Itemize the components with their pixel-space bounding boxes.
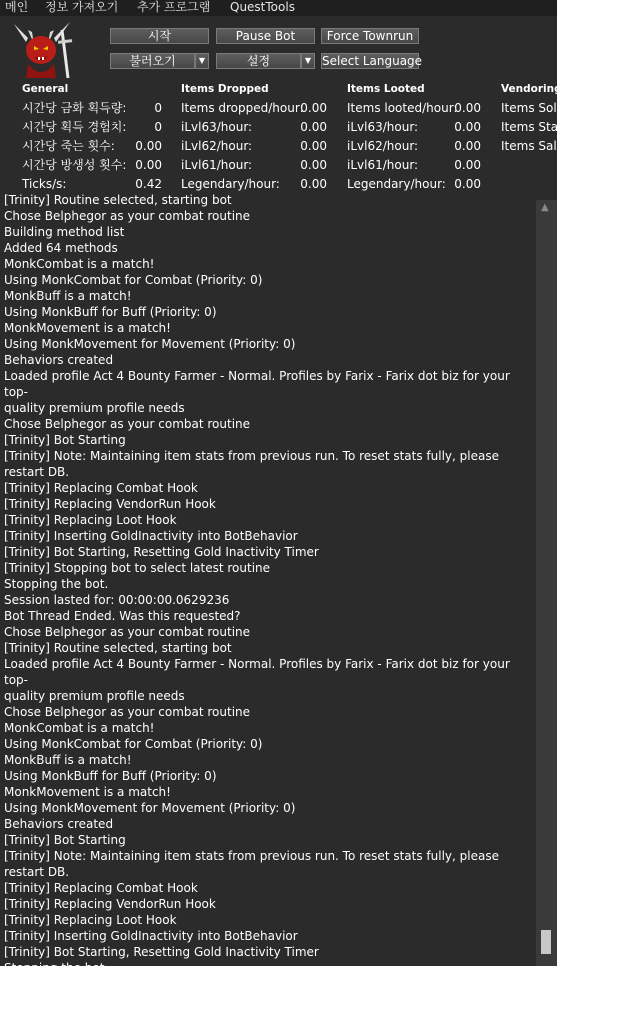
stat-label: Items looted/hour: bbox=[347, 101, 458, 115]
log-line: Stopping the bot. bbox=[4, 577, 109, 591]
menu-bar bbox=[0, 0, 557, 16]
log-line: [Trinity] Routine selected, starting bot bbox=[4, 193, 232, 207]
stat-value: 0.00 bbox=[300, 120, 327, 134]
stat-label: iLvl63/hour: bbox=[347, 120, 419, 134]
stat-value: 0 bbox=[154, 101, 162, 115]
stat-label: Legendary/hour: bbox=[181, 177, 280, 191]
log-line: [Trinity] Replacing Combat Hook bbox=[4, 881, 198, 895]
log-line: Added 64 methods bbox=[4, 241, 118, 255]
log-line: [Trinity] Bot Starting bbox=[4, 833, 126, 847]
log-line: quality premium profile needs bbox=[4, 689, 185, 703]
log-line: [Trinity] Replacing VendorRun Hook bbox=[4, 497, 216, 511]
log-line: Loaded profile Act 4 Bounty Farmer - Normal. Profiles by Farix - Farix dot biz for your top- bbox=[4, 657, 510, 687]
stat-label: 시간당 획득 경험치: bbox=[22, 120, 127, 134]
stat-label: 시간당 방생성 횟수: bbox=[22, 158, 127, 172]
log-line: Bot Thread Ended. Was this requested? bbox=[4, 609, 241, 623]
settings-button[interactable]: 설정 bbox=[216, 53, 301, 69]
log-lines bbox=[4, 192, 536, 1024]
log-line: Behaviors created bbox=[4, 817, 114, 831]
log-line: MonkMovement is a match! bbox=[4, 785, 171, 799]
log-line: [Trinity] Replacing VendorRun Hook bbox=[4, 897, 216, 911]
stat-value: 0.00 bbox=[300, 177, 327, 191]
log-line: Chose Belphegor as your combat routine bbox=[4, 625, 251, 639]
stat-value: 0.00 bbox=[300, 158, 327, 172]
log-line: [Trinity] Replacing Loot Hook bbox=[4, 913, 177, 927]
log-line: [Trinity] Bot Starting, Resetting Gold Inactivity Timer bbox=[4, 945, 319, 959]
stat-label: iLvl62/hour: bbox=[347, 139, 419, 153]
log-line: MonkCombat is a match! bbox=[4, 721, 155, 735]
log-line: [Trinity] Bot Starting, Resetting Gold Inactivity Timer bbox=[4, 545, 319, 559]
stat-label: Items Solc bbox=[501, 101, 564, 115]
scroll-thumb[interactable] bbox=[541, 930, 551, 954]
log-line: Using MonkBuff for Buff (Priority: 0) bbox=[4, 305, 217, 319]
menu-questtools[interactable]: QuestTools bbox=[230, 0, 295, 14]
log-line: Loaded profile Act 4 Bounty Farmer - Normal. Profiles by Farix - Farix dot biz for your top- bbox=[4, 369, 510, 399]
stat-value: 0.00 bbox=[135, 158, 162, 172]
demon-warrior-logo bbox=[6, 20, 76, 80]
log-line: Bot Thread Ended. Was this requested? bbox=[4, 993, 241, 1007]
start-button[interactable]: 시작 bbox=[110, 28, 209, 44]
pause-bot-button[interactable]: Pause Bot bbox=[216, 28, 315, 44]
stat-label: 시간당 죽는 횟수: bbox=[22, 139, 115, 153]
log-line: [Trinity] Replacing Loot Hook bbox=[4, 513, 177, 527]
general-header: General bbox=[22, 83, 69, 95]
scroll-up-arrow-icon[interactable]: ▲ bbox=[541, 202, 549, 213]
menu-plugins[interactable]: 추가 프로그램 bbox=[137, 0, 211, 14]
stat-label: 시간당 금화 획득량: bbox=[22, 101, 127, 115]
log-output[interactable] bbox=[0, 193, 536, 1023]
stat-value: 0 bbox=[154, 120, 162, 134]
log-line: Session lasted for: 00:00:00.0139116 bbox=[4, 977, 230, 991]
force-townrun-button[interactable]: Force Townrun bbox=[321, 28, 419, 44]
log-line: Stopping the bot. bbox=[4, 961, 109, 975]
log-line: Chose Belphegor as your combat routine bbox=[4, 1009, 251, 1023]
log-line: MonkBuff is a match! bbox=[4, 753, 132, 767]
stat-label: Items Salv bbox=[501, 139, 564, 153]
chevron-down-icon[interactable]: ▼ bbox=[301, 53, 315, 69]
log-line: [Trinity] Inserting GoldInactivity into BotBehavior bbox=[4, 529, 298, 543]
items-looted-header: Items Looted bbox=[347, 83, 425, 95]
stat-label: iLvl61/hour: bbox=[347, 158, 419, 172]
stat-value: 0.42 bbox=[135, 177, 162, 191]
log-line: Chose Belphegor as your combat routine bbox=[4, 209, 251, 223]
log-line: MonkCombat is a match! bbox=[4, 257, 155, 271]
select-language-button[interactable]: Select Language bbox=[322, 54, 423, 68]
stat-value: 0.00 bbox=[300, 139, 327, 153]
stat-label: iLvl63/hour: bbox=[181, 120, 253, 134]
vendoring-header: Vendoring bbox=[501, 83, 562, 95]
log-line: Using MonkCombat for Combat (Priority: 0) bbox=[4, 737, 263, 751]
log-line: MonkBuff is a match! bbox=[4, 289, 132, 303]
log-scrollbar[interactable] bbox=[536, 200, 557, 966]
log-line: [Trinity] Note: Maintaining item stats from previous run. To reset stats fully, please restart DB. bbox=[4, 849, 499, 879]
menu-fetch-info[interactable]: 정보 가져오기 bbox=[45, 0, 119, 14]
log-line: Chose Belphegor as your combat routine bbox=[4, 705, 251, 719]
log-line: [Trinity] Stopping bot to select latest routine bbox=[4, 561, 271, 575]
log-line: Chose Belphegor as your combat routine bbox=[4, 417, 251, 431]
stat-label: Items Stas bbox=[501, 120, 565, 134]
log-line: quality premium profile needs bbox=[4, 401, 185, 415]
stat-label: iLvl62/hour: bbox=[181, 139, 253, 153]
menu-main[interactable]: 메인 bbox=[5, 0, 29, 14]
stat-value: 0.00 bbox=[454, 120, 481, 134]
stat-value: 0.00 bbox=[454, 139, 481, 153]
stat-value: 0.00 bbox=[454, 101, 481, 115]
log-line: Using MonkBuff for Buff (Priority: 0) bbox=[4, 769, 217, 783]
log-line: MonkMovement is a match! bbox=[4, 321, 171, 335]
log-line: Using MonkMovement for Movement (Priority: 0) bbox=[4, 801, 296, 815]
log-line: Using MonkCombat for Combat (Priority: 0) bbox=[4, 273, 263, 287]
load-button[interactable]: 불러오기 bbox=[110, 53, 195, 69]
stat-label: Ticks/s: bbox=[22, 177, 67, 191]
log-line: Session lasted for: 00:00:00.0629236 bbox=[4, 593, 230, 607]
log-line: Behaviors created bbox=[4, 353, 114, 367]
log-line: Using MonkMovement for Movement (Priority: 0) bbox=[4, 337, 296, 351]
stat-label: Legendary/hour: bbox=[347, 177, 446, 191]
log-line: [Trinity] Note: Maintaining item stats from previous run. To reset stats fully, please restart DB. bbox=[4, 449, 499, 479]
log-line: Building method list bbox=[4, 225, 125, 239]
stat-label: iLvl61/hour: bbox=[181, 158, 253, 172]
stat-label: Items dropped/hour: bbox=[181, 101, 304, 115]
log-line: [Trinity] Replacing Combat Hook bbox=[4, 481, 198, 495]
stat-value: 0.00 bbox=[135, 139, 162, 153]
chevron-down-icon[interactable]: ▼ bbox=[195, 53, 209, 69]
stat-value: 0.00 bbox=[454, 177, 481, 191]
stat-value: 0.00 bbox=[454, 158, 481, 172]
items-dropped-header: Items Dropped bbox=[181, 83, 269, 95]
log-line: [Trinity] Bot Starting bbox=[4, 433, 126, 447]
log-line: [Trinity] Inserting GoldInactivity into BotBehavior bbox=[4, 929, 298, 943]
log-line: [Trinity] Routine selected, starting bot bbox=[4, 641, 232, 655]
stat-value: 0.00 bbox=[300, 101, 327, 115]
